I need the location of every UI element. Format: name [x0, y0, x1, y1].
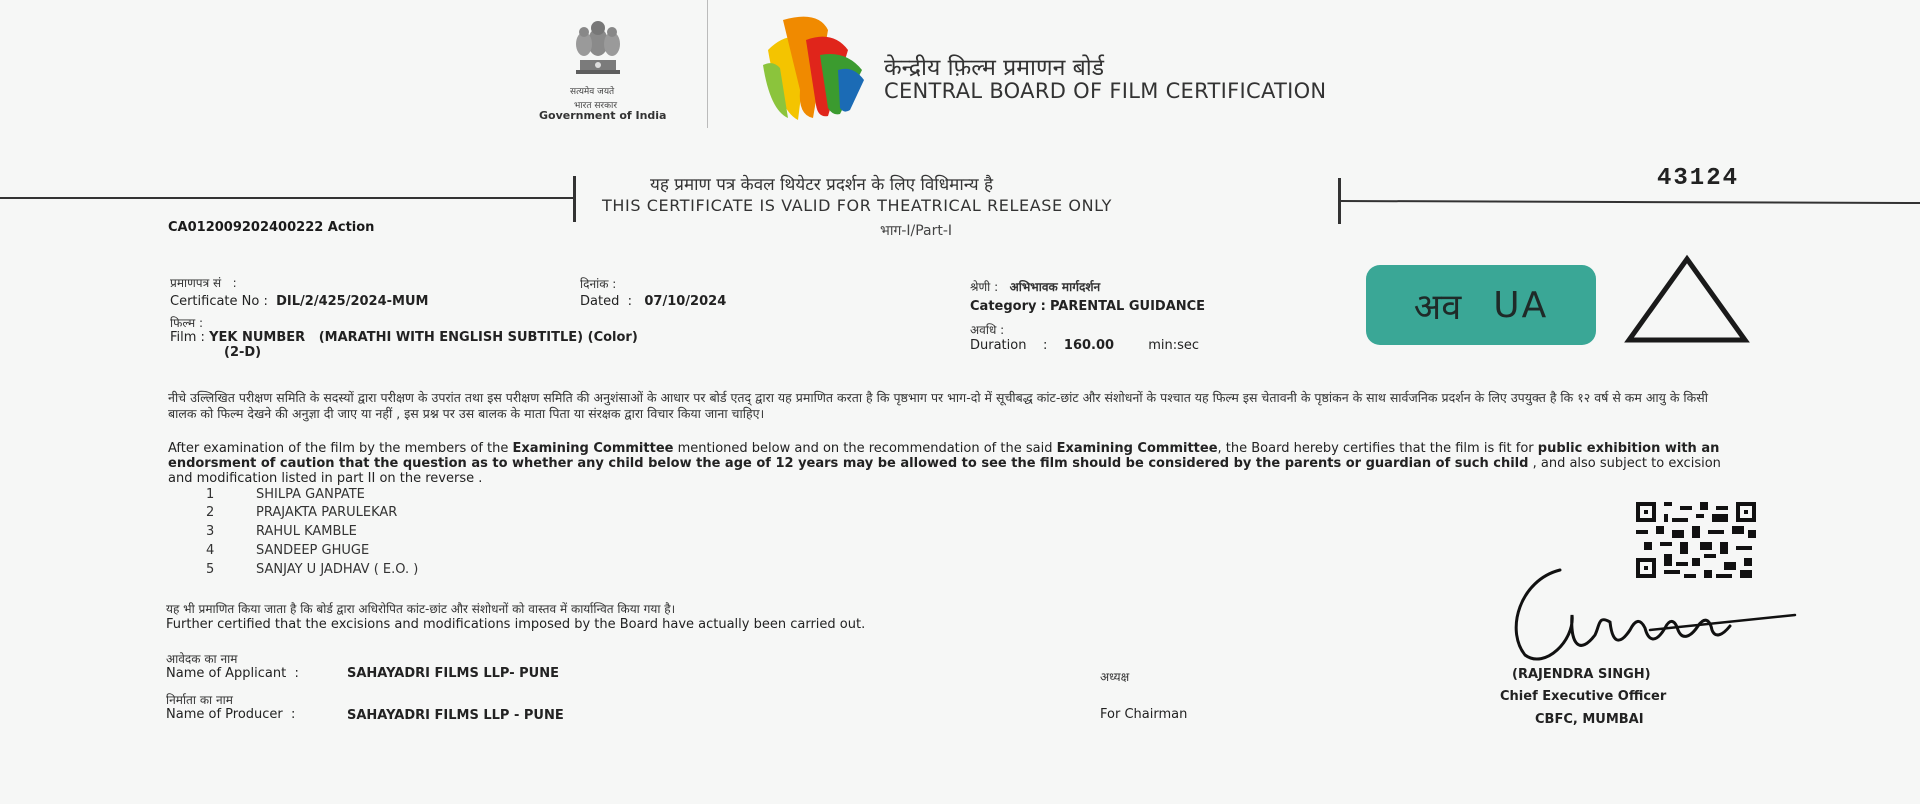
- reference-number: CA012009202400222 Action: [168, 220, 375, 235]
- applicant-label: Name of Applicant: [166, 666, 287, 681]
- certificate-no-value: DIL/2/425/2024-MUM: [276, 294, 429, 309]
- list-item: 2 PRAJAKTA PARULEKAR: [206, 505, 398, 520]
- list-item: 3 RAHUL KAMBLE: [206, 524, 357, 539]
- validity-rule-left: [0, 197, 574, 199]
- category-label: Category: [970, 299, 1037, 314]
- certificate-no-label-hindi: प्रमाणपत्र सं :: [170, 276, 237, 290]
- further-text-hindi: यह भी प्रमाणित किया जाता है कि बोर्ड द्वारा अधिरोपित कांट-छांट और संशोधनों को वास्तव में कार्यान्वित किया गया है।: [166, 602, 676, 616]
- duration-row: Duration : 160.00 min:sec: [970, 338, 1200, 353]
- applicant-value: SAHAYADRI FILMS LLP- PUNE: [347, 666, 559, 681]
- film-label-hindi: फिल्म :: [170, 316, 204, 330]
- producer-value: SAHAYADRI FILMS LLP - PUNE: [347, 708, 564, 723]
- category-row: Category : PARENTAL GUIDANCE: [970, 299, 1206, 314]
- film-label: Film: [170, 330, 197, 345]
- part-label: भाग-I/Part-I: [880, 223, 953, 239]
- cbfc-logo-icon: [758, 10, 866, 122]
- date-label: Dated: [580, 294, 620, 309]
- rating-hindi: अव: [1413, 286, 1462, 328]
- rating-badge: [1366, 265, 1596, 345]
- signatory-office: CBFC, MUMBAI: [1535, 712, 1644, 727]
- chairman-label: For Chairman: [1100, 707, 1188, 722]
- duration-label-hindi: अवधि :: [970, 323, 1005, 337]
- validity-text-english: THIS CERTIFICATE IS VALID FOR THEATRICAL RELEASE ONLY: [602, 196, 1112, 215]
- serial-number: 43124: [1657, 165, 1740, 192]
- list-item: 1 SHILPA GANPATE: [206, 487, 365, 502]
- list-item: 4 SANDEEP GHUGE: [206, 543, 370, 558]
- film-row: Film : YEK NUMBER (MARATHI WITH ENGLISH SUBTITLE) (Color): [170, 330, 638, 345]
- duration-label: Duration: [970, 338, 1027, 353]
- producer-label: Name of Producer: [166, 707, 283, 722]
- category-row-hindi: श्रेणी : अभिभावक मार्गदर्शन: [970, 280, 1101, 294]
- producer-label-hindi: निर्माता का नाम: [166, 693, 233, 707]
- further-text-english: Further certified that the excisions and modifications imposed by the Board have actually been carried out.: [166, 617, 866, 632]
- header-divider: [707, 0, 708, 128]
- rating-english: UA: [1493, 284, 1549, 326]
- film-format: (2-D): [224, 345, 262, 360]
- validity-rule-right: [1340, 200, 1920, 204]
- rating-triangle-icon: [1624, 254, 1750, 346]
- duration-value: 160.00: [1063, 338, 1115, 353]
- board-name-hindi: केन्द्रीय फ़िल्म प्रमाणन बोर्ड: [884, 55, 1105, 81]
- signatory-title: Chief Executive Officer: [1500, 689, 1667, 704]
- list-item: 5 SANJAY U JADHAV ( E.O. ): [206, 562, 419, 577]
- film-title: YEK NUMBER (MARATHI WITH ENGLISH SUBTITLE) (Color): [209, 330, 638, 345]
- applicant-row: Name of Applicant :: [166, 666, 299, 681]
- date-row: Dated : 07/10/2024: [580, 294, 727, 309]
- government-label: Government of India: [539, 109, 667, 122]
- emblem-motto: सत्यमेव जयते: [570, 87, 615, 97]
- certificate-no-label: Certificate No: [170, 294, 260, 309]
- validity-text-hindi: यह प्रमाण पत्र केवल थियेटर प्रदर्शन के लिए विधिमान्य है: [650, 175, 994, 195]
- certificate-no-row: Certificate No : DIL/2/425/2024-MUM: [170, 294, 429, 309]
- date-value: 07/10/2024: [644, 294, 727, 309]
- duration-unit: min:sec: [1148, 338, 1200, 353]
- certification-text-english: After examination of the film by the members of the Examining Committee mentioned below and on the recommendation of the said Examining Committee, the Board hereby certifies that the film is fit for public exhibition with an endorsment of caution that the question as to whether any child below the age of 12 years may be allowed to see the film should be considered by the parents or guardian of such child , and also subject to excision and modification listed in part II on the reverse .: [168, 441, 1721, 486]
- signature-icon: [1500, 560, 1800, 670]
- category-value: PARENTAL GUIDANCE: [1049, 299, 1206, 314]
- signatory-name: (RAJENDRA SINGH): [1512, 667, 1651, 682]
- applicant-label-hindi: आवेदक का नाम: [166, 652, 238, 666]
- producer-row: Name of Producer :: [166, 707, 296, 722]
- board-name-english: CENTRAL BOARD OF FILM CERTIFICATION: [884, 79, 1327, 103]
- validity-bracket-left: [573, 176, 576, 222]
- emblem-country: भारत सरकार: [574, 101, 618, 111]
- national-emblem-icon: [568, 14, 628, 80]
- date-label-hindi: दिनांक :: [580, 277, 617, 291]
- certification-text-hindi: नीचे उल्लिखित परीक्षण समिति के सदस्यों द्वारा परीक्षण के उपरांत तथा इस परीक्षण समिति की अनुशंसाओं के आधार पर बोर्ड एतद् द्वारा यह प्रमाणित करता है कि पृष्ठभाग पर भाग-दो में सूचीबद्ध कांट-छांट और संशोधनों के पश्चात यह फिल्म इस चेतावनी के पृष्ठांकन के साथ सार्वजनिक प्रदर्शन के लिए उपयुक्त है कि १२ वर्ष से कम आयु के किसी बालक को फिल्म देखने की अनुज्ञा दी जाए या नहीं , इस प्रश्न पर उस बालक के माता पिता या संरक्षक द्वारा विचार किया जाना चाहिए।: [168, 390, 1708, 421]
- chairman-label-hindi: अध्यक्ष: [1100, 670, 1130, 684]
